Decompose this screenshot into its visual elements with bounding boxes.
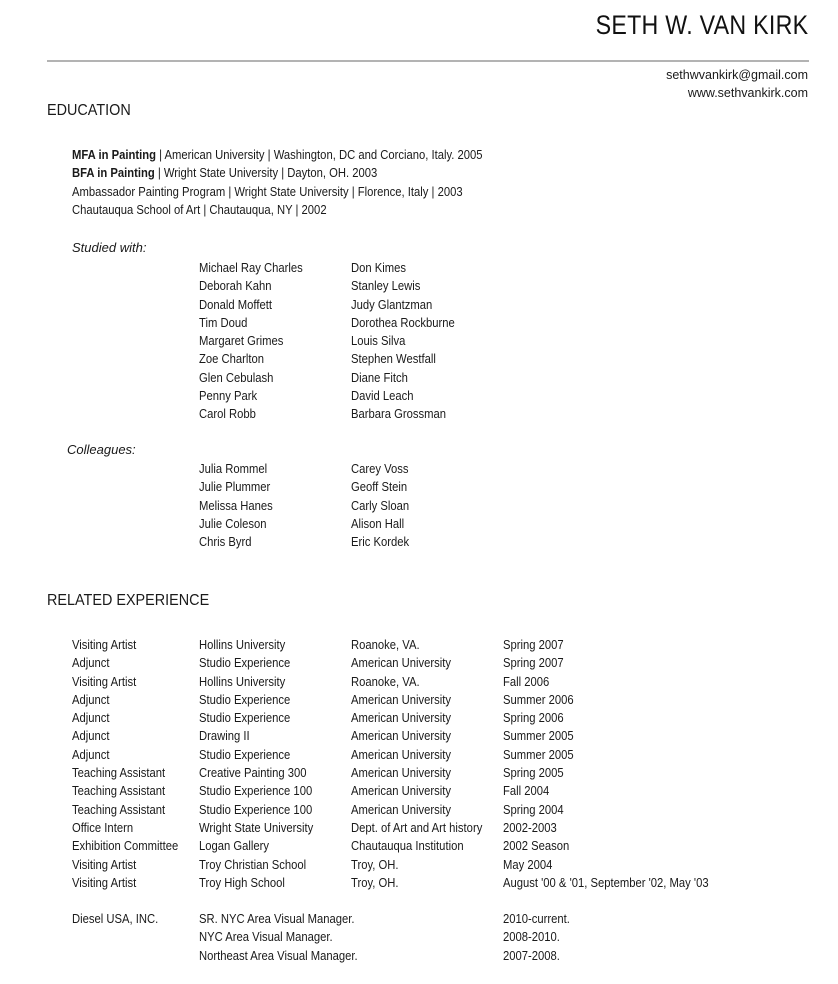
person-name: Julie Coleson	[199, 516, 267, 531]
experience-date: Fall 2006	[503, 674, 550, 689]
experience-location: Dept. of Art and Art history	[351, 820, 483, 835]
experience-date: 2002 Season	[503, 839, 570, 854]
experience-role: Adjunct	[72, 711, 110, 726]
experience-role: Visiting Artist	[72, 674, 137, 689]
experience-location: American University	[351, 747, 452, 762]
experience-date: Spring 2005	[503, 766, 564, 781]
email-link[interactable]: sethwvankirk@gmail.com	[666, 68, 808, 82]
person-name: Julia Rommel	[199, 462, 268, 476]
education-heading: EDUCATION	[47, 102, 131, 119]
experience-role: Adjunct	[72, 729, 110, 744]
colleagues-label: Colleagues:	[67, 442, 136, 457]
person-name: Don Kimes	[351, 261, 407, 275]
experience-location: American University	[351, 656, 452, 671]
experience-location: Chautauqua Institution	[351, 839, 464, 854]
experience-location: Roanoke, VA.	[351, 638, 420, 652]
person-name: Margaret Grimes	[199, 334, 284, 349]
person-name: Eric Kordek	[351, 535, 410, 550]
person-name: Glen Cebulash	[199, 370, 274, 385]
resume-name: SETH W. VAN KIRK	[595, 10, 808, 40]
header-divider	[47, 60, 809, 62]
person-name: Stanley Lewis	[351, 279, 421, 294]
employer-role: Northeast Area Visual Manager.	[199, 948, 358, 963]
experience-place: Troy Christian School	[199, 857, 307, 872]
colleagues-col2	[351, 460, 409, 551]
experience-role: Office Intern	[72, 820, 134, 835]
employer-roles-col	[199, 910, 358, 965]
degree-title: MFA in Painting	[72, 148, 156, 162]
experience-location: Troy, OH.	[351, 875, 399, 890]
experience-date: Spring 2004	[503, 802, 564, 817]
degree-details: | American University | Washington, DC and Corciano, Italy. 2005	[155, 148, 483, 162]
studied-with-col2	[351, 259, 455, 424]
experience-place: Creative Painting 300	[199, 766, 307, 781]
experience-role: Adjunct	[72, 747, 110, 762]
employer-date: 2010-current.	[503, 912, 570, 926]
experience-date: Spring 2006	[503, 711, 564, 726]
experience-location: Troy, OH.	[351, 857, 399, 872]
experience-role: Visiting Artist	[72, 875, 137, 890]
person-name: Judy Glantzman	[351, 297, 433, 312]
experience-role: Adjunct	[72, 656, 110, 671]
person-name: David Leach	[351, 389, 414, 404]
experience-place: Studio Experience	[199, 711, 291, 726]
employer-dates-col	[503, 910, 570, 965]
experience-role: Adjunct	[72, 692, 110, 707]
experience-role: Exhibition Committee	[72, 839, 179, 854]
experience-date: Summer 2005	[503, 729, 574, 744]
website-link[interactable]: www.sethvankirk.com	[687, 86, 808, 100]
degree-details: | Wright State University | Dayton, OH. 2003	[154, 166, 378, 181]
contact-block	[666, 66, 808, 102]
experience-location: Roanoke, VA.	[351, 674, 420, 689]
colleagues-col1	[199, 460, 273, 551]
experience-place: Hollins University	[199, 638, 286, 652]
experience-role: Visiting Artist	[72, 638, 137, 652]
person-name: Zoe Charlton	[199, 352, 265, 367]
person-name: Geoff Stein	[351, 480, 408, 495]
degree-title: BFA in Painting	[72, 166, 155, 181]
experience-place: Troy High School	[199, 875, 285, 890]
employer-date: 2008-2010.	[503, 930, 560, 945]
person-name: Michael Ray Charles	[199, 261, 303, 275]
experience-place: Studio Experience 100	[199, 784, 313, 799]
experience-date: August '00 & '01, September '02, May '03	[503, 875, 709, 890]
degree-line	[72, 183, 483, 201]
person-name: Carey Voss	[351, 462, 409, 476]
experience-place: Wright State University	[199, 820, 314, 835]
experience-location: American University	[351, 766, 452, 781]
experience-location: American University	[351, 711, 452, 726]
person-name: Diane Fitch	[351, 370, 408, 385]
experience-location: American University	[351, 692, 452, 707]
person-name: Penny Park	[199, 389, 258, 404]
experience-date: Summer 2005	[503, 747, 574, 762]
experience-place-col	[199, 636, 313, 892]
experience-date: 2002-2003	[503, 820, 557, 835]
experience-location-col	[351, 636, 482, 892]
person-name: Tim Doud	[199, 315, 248, 330]
experience-role: Teaching Assistant	[72, 784, 166, 799]
degree-line	[72, 201, 483, 219]
employer-date: 2007-2008.	[503, 948, 560, 963]
experience-location: American University	[351, 802, 452, 817]
person-name: Stephen Westfall	[351, 352, 436, 367]
experience-location: American University	[351, 729, 452, 744]
person-name: Barbara Grossman	[351, 407, 447, 422]
studied-with-col1	[199, 259, 303, 424]
experience-date: May 2004	[503, 857, 553, 872]
person-name: Julie Plummer	[199, 480, 271, 495]
experience-date-col	[503, 636, 709, 892]
experience-place: Studio Experience	[199, 656, 291, 671]
degree-line	[72, 164, 483, 182]
person-name: Melissa Hanes	[199, 498, 273, 513]
experience-role: Visiting Artist	[72, 857, 137, 872]
person-name: Alison Hall	[351, 516, 405, 531]
experience-role: Teaching Assistant	[72, 766, 166, 781]
experience-heading: RELATED EXPERIENCE	[47, 592, 210, 609]
person-name: Donald Moffett	[199, 297, 272, 312]
degree-details: Chautauqua School of Art | Chautauqua, NY | 2002	[72, 202, 327, 217]
experience-place: Studio Experience	[199, 747, 291, 762]
person-name: Carly Sloan	[351, 498, 410, 513]
experience-place: Drawing II	[199, 729, 250, 744]
experience-place: Hollins University	[199, 674, 286, 689]
experience-date: Spring 2007	[503, 656, 564, 671]
experience-role: Teaching Assistant	[72, 802, 166, 817]
experience-place: Logan Gallery	[199, 839, 270, 854]
employer-name: Diesel USA, INC.	[72, 912, 159, 926]
experience-place: Studio Experience 100	[199, 802, 313, 817]
experience-location: American University	[351, 784, 452, 799]
person-name: Carol Robb	[199, 407, 256, 422]
degrees-list	[72, 146, 483, 219]
person-name: Deborah Kahn	[199, 279, 272, 294]
person-name: Louis Silva	[351, 334, 406, 349]
experience-date: Fall 2004	[503, 784, 550, 799]
degree-line	[72, 146, 483, 164]
experience-place: Studio Experience	[199, 692, 291, 707]
employer-role: NYC Area Visual Manager.	[199, 930, 333, 945]
experience-date: Summer 2006	[503, 692, 574, 707]
person-name: Dorothea Rockburne	[351, 315, 455, 330]
degree-details: Ambassador Painting Program | Wright State University | Florence, Italy | 2003	[72, 184, 463, 199]
person-name: Chris Byrd	[199, 535, 252, 550]
experience-date: Spring 2007	[503, 638, 564, 652]
experience-role-col	[72, 636, 178, 892]
employer-role: SR. NYC Area Visual Manager.	[199, 912, 355, 926]
studied-with-label: Studied with:	[72, 240, 147, 255]
